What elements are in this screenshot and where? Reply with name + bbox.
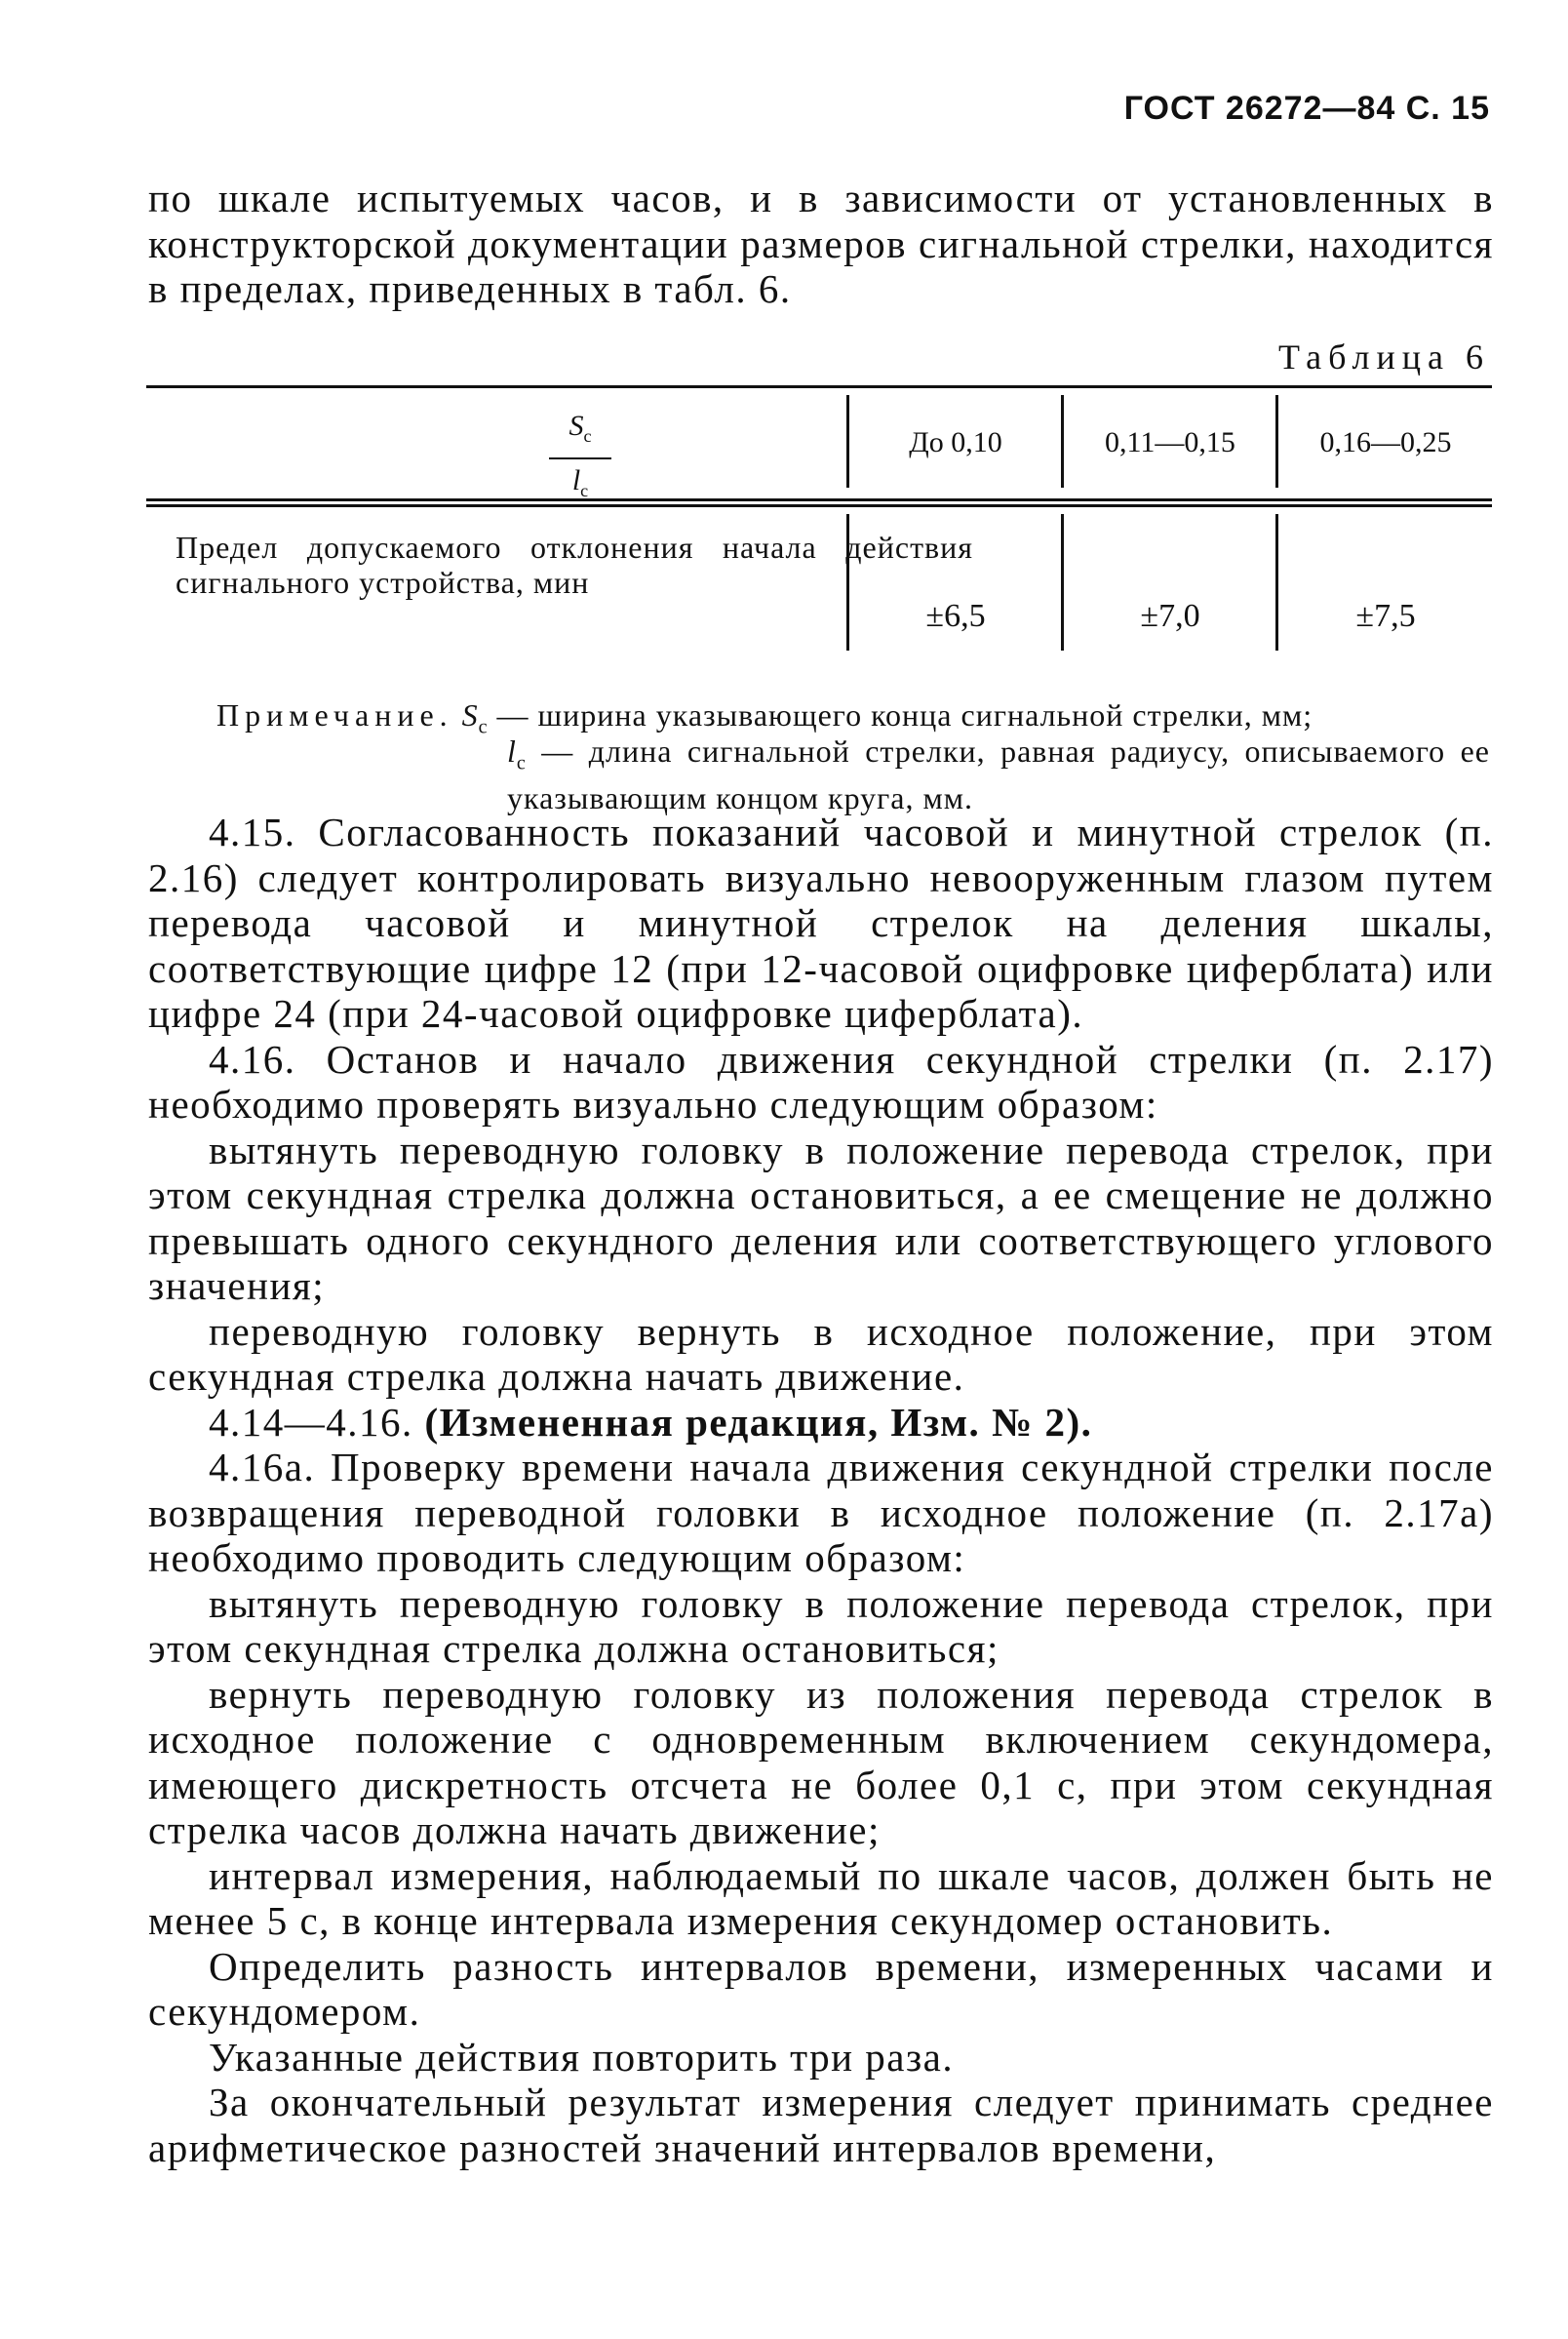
col-header-3: 0,16—0,25: [1319, 426, 1452, 458]
row-value-3: ±7,5: [1355, 598, 1416, 634]
fraction-bar: [549, 457, 611, 459]
body-text: [148, 810, 1494, 2170]
paragraph-4-16a-3: интервал измерения, наблюдаемый по шкале часов, должен быть не менее 5 с, в конце интервала измерения секундомер остановить.: [148, 1852, 1494, 1943]
intro-paragraph: [148, 176, 1494, 312]
table-top-rule: [146, 385, 1492, 388]
paragraph-4-16a-6: За окончательный результат измерения следует принимать среднее арифметическое разностей значений интервалов времени,: [148, 2080, 1494, 2170]
paragraph-4-16a-1: вытянуть переводную головку в положение перевода стрелок, при этом секундная стрелка должна остановиться;: [148, 1580, 1494, 1671]
table-header-rule-2: [146, 504, 1492, 507]
ratio-fraction: [531, 407, 629, 510]
table-col-divider: [1275, 395, 1278, 488]
paragraph-4-16a: 4.16а. Проверку времени начала движения секундной стрелки после возвращения переводной головки в исходное положение (п. 2.17а) необходимо проводить следующим образом:: [148, 1445, 1494, 1580]
paragraph-4-16-a: вытянуть переводную головку в положение перевода стрелок, при этом секундная стрелка должна остановиться, а ее смещение не должно превышать одного секундного деления или соответствующего углового значения;: [148, 1127, 1494, 1308]
col-header-2: 0,11—0,15: [1105, 426, 1235, 458]
paragraph-4-16a-4: Определить разность интервалов времени, измеренных часами и секундомером.: [148, 1943, 1494, 2034]
row-label: Предел допускаемого отклонения начала действия сигнального устройства, мин: [176, 530, 973, 600]
changes-prefix: 4.14—4.16.: [209, 1399, 413, 1445]
paragraph-changes: [148, 1400, 1494, 1446]
table-col-divider: [1275, 514, 1278, 651]
table-col-divider: [1061, 395, 1064, 488]
note-s-symbol: $S_с$: [461, 697, 489, 738]
changes-note: (Измененная редакция, Изм. № 2).: [424, 1399, 1093, 1445]
paragraph-4-16: 4.16. Останов и начало движения секундной стрелки (п. 2.17) необходимо проверять визуально следующим образом:: [148, 1036, 1494, 1127]
note-line-l: [507, 733, 1490, 815]
paragraph-4-16-b: переводную головку вернуть в исходное положение, при этом секундная стрелка должна начать движение.: [148, 1308, 1494, 1399]
note-l-text: — длина сигнальной стрелки, равная радиусу, описываемого ее указывающим концом круга, мм.: [507, 733, 1491, 816]
note-l-symbol: $l_с$: [507, 733, 527, 774]
table-header-rule-1: [146, 498, 1492, 501]
table-caption: Таблица 6: [1278, 337, 1490, 377]
col-header-1: До 0,10: [909, 426, 1002, 458]
fraction-denominator: $l_с$: [571, 464, 589, 500]
paragraph-4-15: 4.15. Согласованность показаний часовой и минутной стрелок (п. 2.16) следует контролировать визуально невооруженным глазом путем перевода часовой и минутной стрелок на деления шкалы, соответствующие цифре 12 (при 12-часовой оцифровке циферблата) или цифре 24 (при 24-часовой оцифровке циферблата).: [148, 810, 1494, 1036]
table-col-divider: [846, 395, 849, 488]
table-6: [146, 385, 1492, 658]
row-value-1: ±6,5: [925, 598, 986, 634]
row-value-2: ±7,0: [1140, 598, 1200, 634]
paragraph-4-16a-5: Указанные действия повторить три раза.: [209, 2034, 955, 2080]
note-label: Примечание.: [216, 697, 453, 733]
fraction-numerator: $S_с$: [568, 410, 592, 446]
note-s-text: — ширина указывающего конца сигнальной стрелки, мм;: [496, 697, 1313, 733]
paragraph-4-16a-2: вернуть переводную головку из положения перевода стрелок в исходное положение с одновременным включением секундомера, имеющего дискретность отсчета не более 0,1 с, при этом секундная стрелка часов должна начать движение;: [148, 1671, 1494, 1852]
table-col-divider: [1061, 514, 1064, 651]
intro-text: по шкале испытуемых часов, и в зависимости от установленных в конструкторской документации размеров сигнальной стрелки, находится в пределах, приведенных в табл. 6.: [148, 176, 1494, 311]
page-header: ГОСТ 26272—84 С. 15: [1123, 90, 1490, 127]
